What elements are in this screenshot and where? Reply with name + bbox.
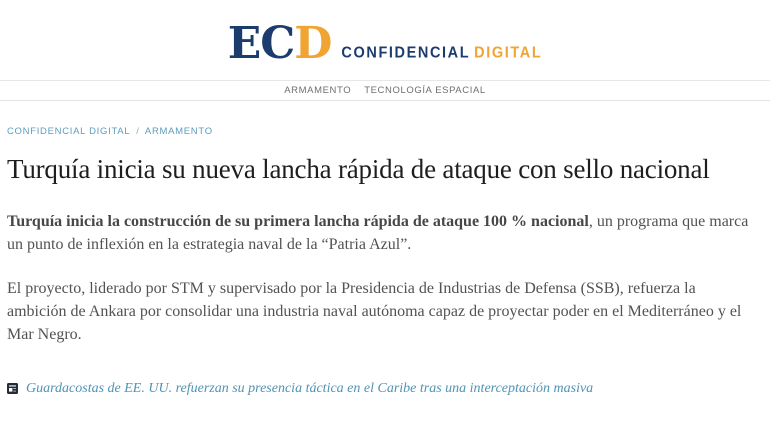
breadcrumb-separator: /	[136, 126, 139, 137]
breadcrumb-item-armamento[interactable]: ARMAMENTO	[144, 126, 213, 137]
logo-letter-d: D	[294, 18, 332, 69]
section-nav	[0, 80, 770, 101]
news-document-icon	[7, 383, 18, 394]
logo-wordmark-secondary: DIGITAL	[474, 44, 543, 62]
logo-letter-ec: EC	[227, 18, 295, 69]
site-header	[0, 0, 770, 69]
lead-rest-text: , un programa que marca un punto de inflexión en la estrategia naval de la “Patria Azul”.	[7, 213, 749, 253]
related-news-row	[7, 381, 756, 396]
site-logo[interactable]	[227, 18, 543, 69]
logo-wordmark	[341, 45, 542, 62]
nav-item-tecnologia-espacial[interactable]: TECNOLOGÍA ESPACIAL	[364, 85, 486, 96]
article-lead-paragraph	[7, 210, 756, 256]
related-article-link[interactable]: Guardacostas de EE. UU. refuerzan su presencia táctica en el Caribe tras una interceptación masiva	[26, 381, 594, 396]
article-headline: Turquía inicia su nueva lancha rápida de ataque con sello nacional	[7, 154, 710, 184]
article-paragraph-2: El proyecto, liderado por STM y supervisado por la Presidencia de Industrias de Defensa (SSB), refuerza la ambición de Ankara por consolidar una industria naval autónoma capaz de proyectar poder en el Mediterráneo y el Mar Negro.	[7, 280, 742, 343]
logo-monogram	[227, 18, 332, 69]
breadcrumb-item-confidencial-digital[interactable]: CONFIDENCIAL DIGITAL	[7, 126, 131, 137]
lead-bold-text: Turquía inicia la construcción de su primera lancha rápida de ataque 100 % nacional	[7, 213, 589, 230]
article-content	[0, 126, 770, 396]
nav-item-armamento[interactable]: ARMAMENTO	[284, 85, 352, 96]
logo-wordmark-primary: CONFIDENCIAL	[341, 44, 471, 62]
breadcrumb	[7, 126, 756, 137]
